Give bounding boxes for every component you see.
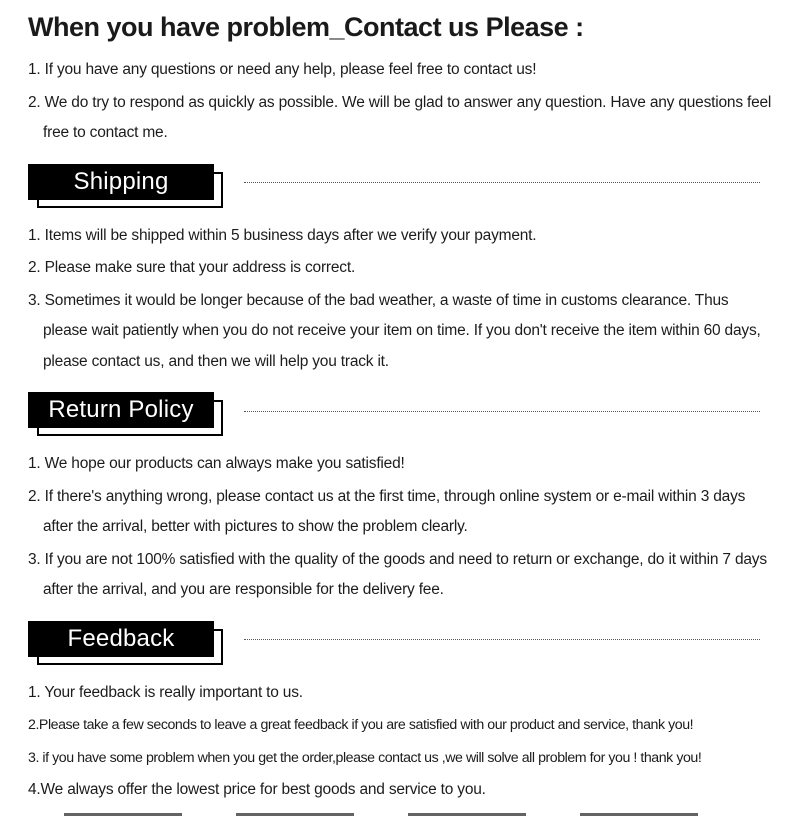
page-title: When you have problem_Contact us Please : (28, 12, 584, 42)
list-item: 3. Sometimes it would be longer because of the bad weather, a waste of time in customs clearance. Thus please wait patiently when you do not receive your item on time. If you don't receive the item within 60 days, please contact us, and then we will help you track it. (28, 291, 761, 370)
section-title-shipping: Shipping (28, 164, 214, 200)
return-policy-badge (28, 392, 224, 436)
feedback-badge (28, 621, 224, 665)
list-item: 3. If you are not 100% satisfied with the quality of the goods and need to return or exchange, do it within 7 days after the arrival, and you are responsible for the delivery fee. (28, 550, 767, 598)
list-item: 2. Please make sure that your address is correct. (28, 259, 356, 276)
list-item: 2. We do try to respond as quickly as possible. We will be glad to answer any question. Have any questions feel free to contact me. (28, 93, 772, 141)
shipping-list (28, 221, 774, 378)
contact-intro-list (28, 55, 774, 149)
cut-off-text-line (64, 813, 736, 816)
section-title-feedback: Feedback (28, 621, 214, 657)
section-header-feedback (28, 621, 774, 665)
dotted-divider (244, 411, 760, 412)
dotted-divider (244, 639, 760, 640)
list-item: 3. if you have some problem when you get the order,please contact us ,we will solve all problem for you ! thank you! (28, 749, 702, 766)
list-item: 1. Your feedback is really important to us. (28, 683, 303, 701)
feedback-list (28, 678, 774, 806)
list-item: 1. We hope our products can always make you satisfied! (28, 455, 405, 472)
return-policy-list (28, 449, 774, 606)
list-item: 4.We always offer the lowest price for best goods and service to you. (28, 781, 486, 798)
section-header-shipping (28, 164, 774, 208)
section-title-return-policy: Return Policy (28, 392, 214, 428)
section-header-return-policy (28, 392, 774, 436)
list-item: 1. If you have any questions or need any help, please feel free to contact us! (28, 61, 537, 78)
list-item: 2. If there's anything wrong, please contact us at the first time, through online system or e-mail within 3 days after the arrival, better with pictures to show the problem clearly. (28, 487, 746, 535)
list-item: 1. Items will be shipped within 5 business days after we verify your payment. (28, 226, 537, 244)
list-item: 2.Please take a few seconds to leave a great feedback if you are satisfied with our product and service, thank you! (28, 717, 694, 733)
shipping-badge (28, 164, 224, 208)
dotted-divider (244, 182, 760, 183)
